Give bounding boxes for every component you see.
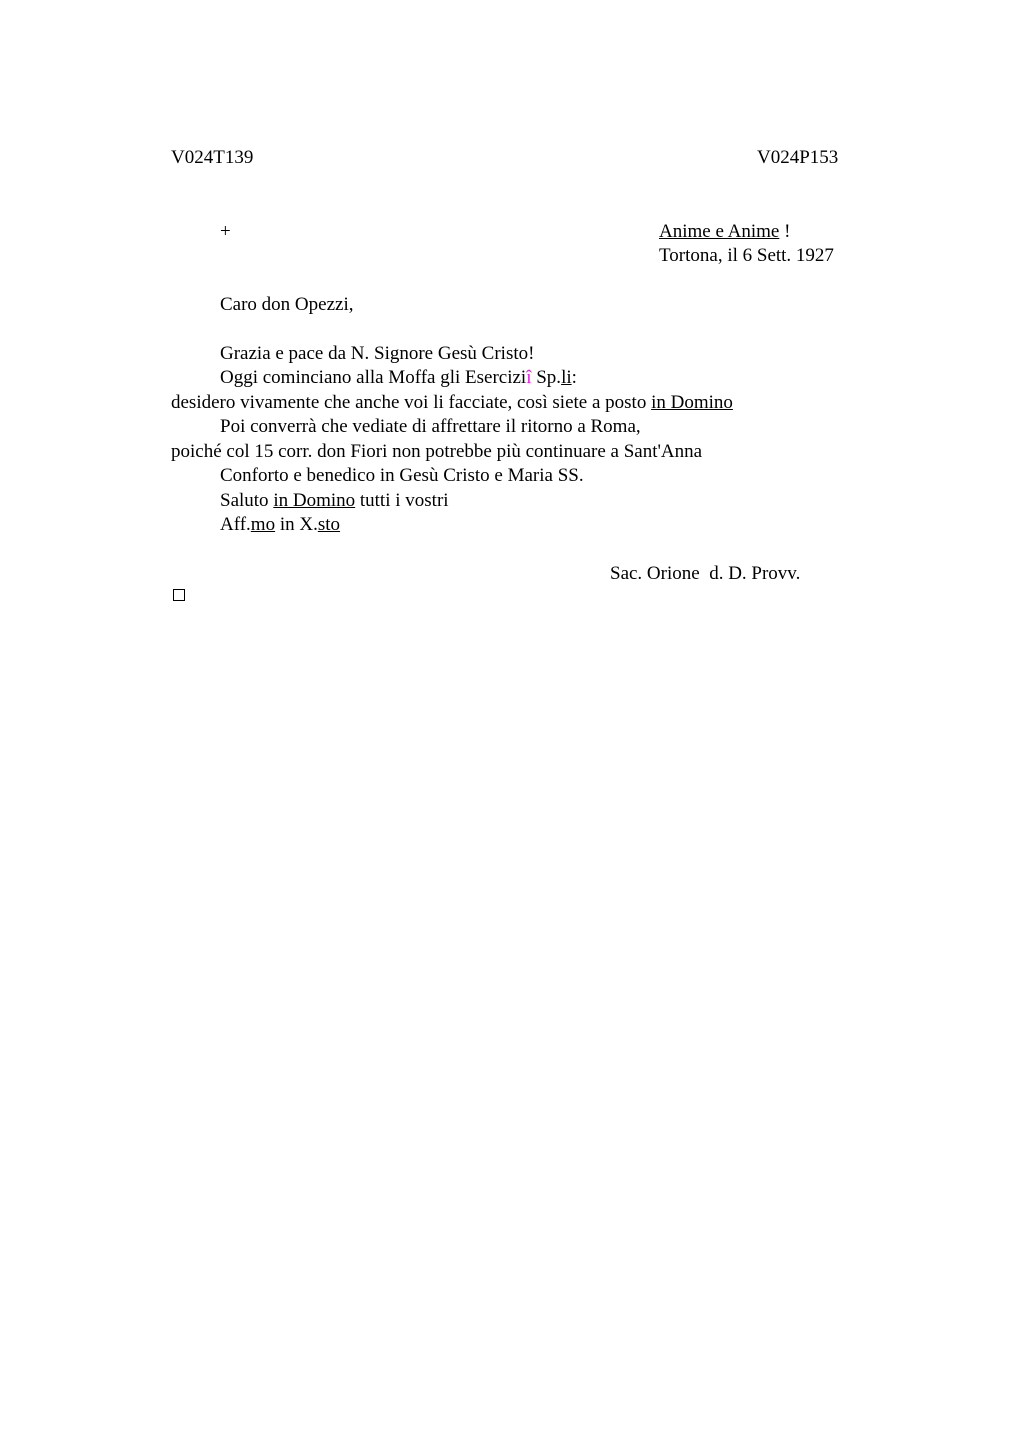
square-box-icon xyxy=(173,589,185,601)
cross-mark: + xyxy=(220,221,231,242)
body-line-2 xyxy=(220,366,577,390)
body-line-2-text-b: Sp. xyxy=(531,367,562,388)
body-line-3-underlined: in Domino xyxy=(651,392,733,413)
closing-text-b: in X. xyxy=(275,514,318,535)
signature: Sac. Orione d. D. Provv. xyxy=(610,563,801,584)
header-right-code: V024P153 xyxy=(757,147,839,168)
closing-text-a: Aff. xyxy=(220,514,251,535)
body-line-2-text-a: Oggi cominciano alla Moffa gli Esercizi xyxy=(220,367,527,388)
body-line-7 xyxy=(220,489,449,513)
motto-suffix: ! xyxy=(779,221,791,242)
motto xyxy=(659,220,790,244)
body-line-2-text-c: : xyxy=(571,367,577,388)
header-left-code: V024T139 xyxy=(171,147,254,168)
body-line-3-text: desidero vivamente che anche voi li facciate, così siete a posto xyxy=(171,392,652,413)
body-line-1: Grazia e pace da N. Signore Gesù Cristo! xyxy=(220,343,535,364)
body-line-7-underlined: in Domino xyxy=(273,490,356,511)
body-line-2-underlined: li xyxy=(561,367,572,388)
body-line-7-text-a: Saluto xyxy=(220,490,274,511)
body-line-3 xyxy=(171,391,733,415)
body-line-6: Conforto e benedico in Gesù Cristo e Maria SS. xyxy=(220,465,584,486)
body-line-7-text-b: tutti i vostri xyxy=(355,490,449,511)
body-line-4: Poi converrà che vediate di affrettare il ritorno a Roma, xyxy=(220,416,641,437)
body-line-5: poiché col 15 corr. don Fiori non potrebbe più continuare a Sant'Anna xyxy=(171,441,703,462)
place-date: Tortona, il 6 Sett. 1927 xyxy=(659,245,834,266)
salutation: Caro don Opezzi, xyxy=(220,294,354,315)
closing-underlined-1: mo xyxy=(250,514,276,535)
body-line-2-mark: î xyxy=(526,367,532,388)
closing-underlined-2: sto xyxy=(317,514,341,535)
closing-line xyxy=(220,513,340,537)
motto-underlined: Anime e Anime xyxy=(659,221,780,242)
